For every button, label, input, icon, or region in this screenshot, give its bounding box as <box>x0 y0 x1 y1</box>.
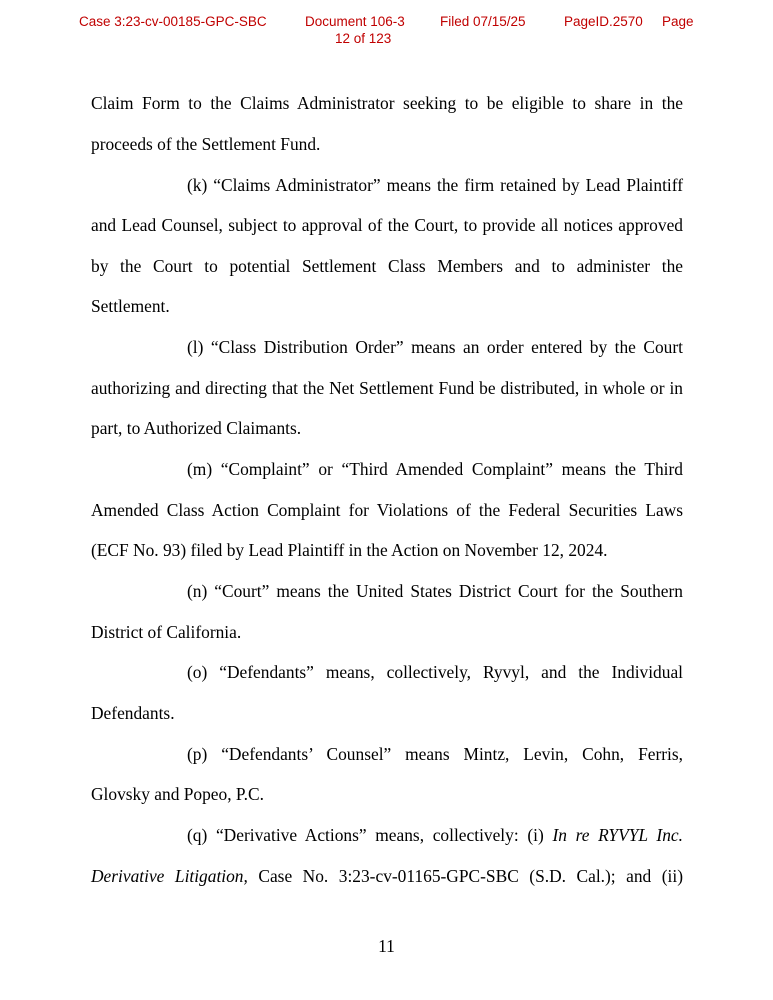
header-document-number: Document 106-3 <box>305 14 405 29</box>
body-line: by the Court to potential Settlement Class Members and to administer the <box>91 256 683 276</box>
definition-l: (l) “Class Distribution Order” means an order entered by the Court <box>187 337 683 357</box>
body-line: District of California. <box>91 622 242 642</box>
definition-m: (m) “Complaint” or “Third Amended Complaint” means the Third <box>187 459 683 479</box>
definition-q <box>187 825 683 845</box>
body-line: (ECF No. 93) filed by Lead Plaintiff in the Action on November 12, 2024. <box>91 540 608 560</box>
definition-k: (k) “Claims Administrator” means the firm retained by Lead Plaintiff <box>187 175 683 195</box>
header-page-of: 12 of 123 <box>335 31 392 46</box>
header-case-number: Case 3:23-cv-00185-GPC-SBC <box>79 14 267 29</box>
body-line <box>91 866 683 886</box>
definition-o: (o) “Defendants” means, collectively, Ryvyl, and the Individual <box>187 662 683 682</box>
body-line: Glovsky and Popeo, P.C. <box>91 784 264 804</box>
header-page-id: PageID.2570 <box>564 14 643 29</box>
body-line: Amended Class Action Complaint for Violations of the Federal Securities Laws <box>91 500 683 520</box>
definition-n: (n) “Court” means the United States District Court for the Southern <box>187 581 683 601</box>
case-title-italic: In re RYVYL Inc. <box>552 825 683 845</box>
body-line: and Lead Counsel, subject to approval of the Court, to provide all notices approved <box>91 215 683 235</box>
page-number: 11 <box>378 936 395 956</box>
body-line: proceeds of the Settlement Fund. <box>91 134 321 154</box>
body-line: part, to Authorized Claimants. <box>91 418 302 438</box>
case-number-text: Case No. 3:23-cv-01165-GPC-SBC (S.D. Cal.); and (ii) <box>258 866 683 886</box>
definition-p: (p) “Defendants’ Counsel” means Mintz, Levin, Cohn, Ferris, <box>187 744 683 764</box>
body-line: Claim Form to the Claims Administrator seeking to be eligible to share in the <box>91 93 683 113</box>
case-title-italic: Derivative Litigation, <box>91 866 248 886</box>
definition-q-text: (q) “Derivative Actions” means, collectively: (i) <box>187 825 544 845</box>
body-line: authorizing and directing that the Net Settlement Fund be distributed, in whole or in <box>91 378 683 398</box>
header-page-label: Page <box>662 14 694 29</box>
ecf-header <box>0 14 773 50</box>
header-filed-date: Filed 07/15/25 <box>440 14 526 29</box>
body-line: Settlement. <box>91 296 170 316</box>
body-line: Defendants. <box>91 703 175 723</box>
